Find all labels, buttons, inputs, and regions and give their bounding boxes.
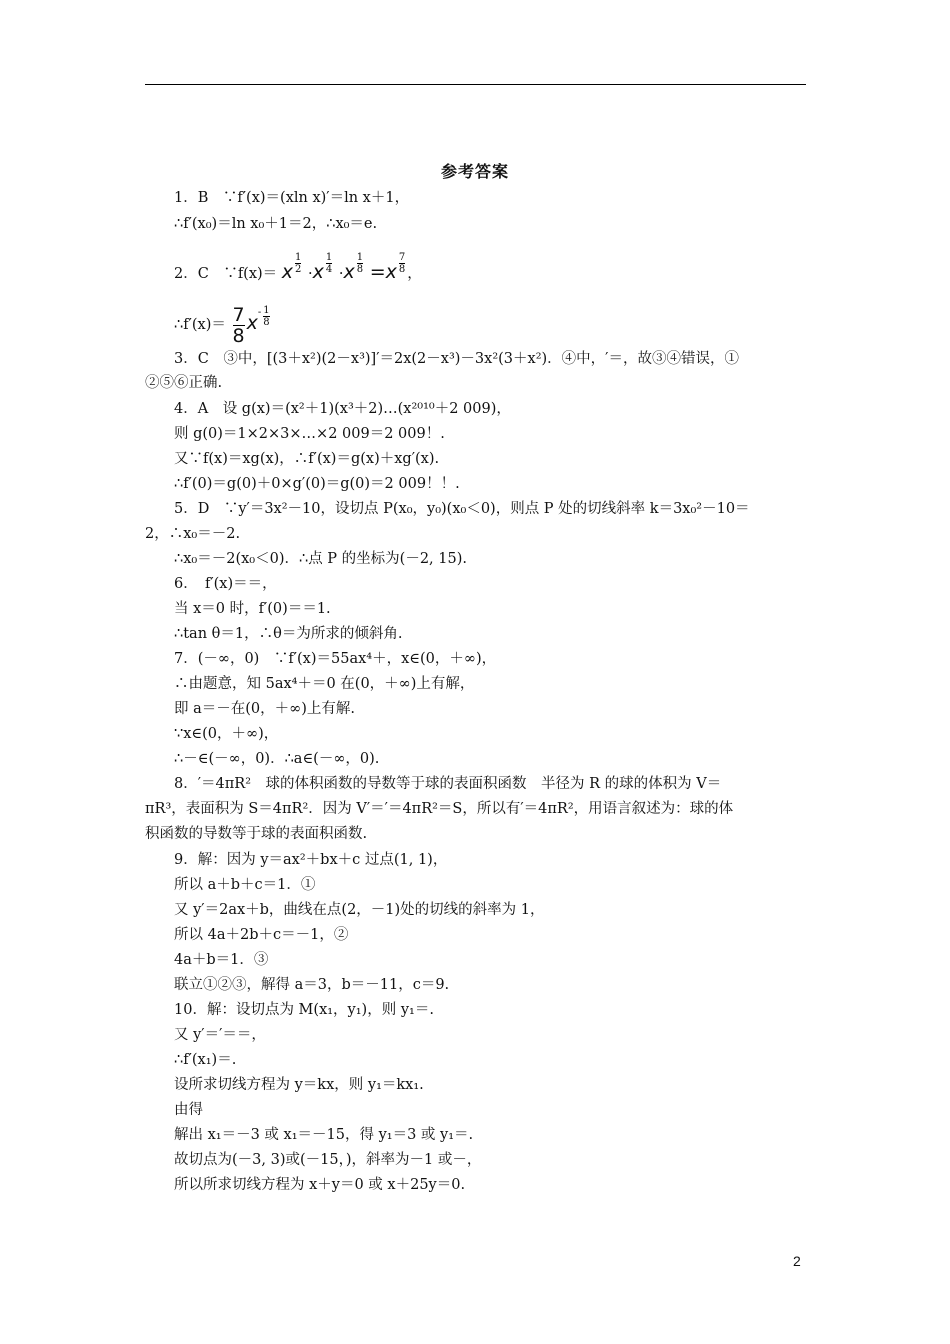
answer-line: 3．C ③中，[(3＋x²)(2－x³)]′＝2x(2－x³)－3x²(3＋x²)．④中，′＝，故③④错误，① bbox=[174, 351, 739, 367]
answer-text: ∴f′(x)＝ bbox=[174, 317, 226, 333]
answer-line: ∴tan θ＝1，∴θ＝为所求的倾斜角. bbox=[174, 626, 403, 642]
answer-text: ， bbox=[407, 266, 422, 282]
answer-line: 所以 a＋b＋c＝1．① bbox=[174, 877, 316, 893]
formula-term: x bbox=[385, 261, 397, 283]
fraction-exponent: $\frac{7}{8}$ bbox=[398, 252, 406, 275]
answer-line: ∴－∈(－∞，0)．∴a∈(－∞，0). bbox=[174, 751, 380, 767]
answer-line: ∴f′(x₁)＝. bbox=[174, 1052, 237, 1068]
answer-line: ∴x₀＝－2(x₀＜0)．∴点 P 的坐标为(－2, 15). bbox=[174, 551, 467, 567]
answer-line: 由得 bbox=[174, 1102, 203, 1118]
formula-term: x bbox=[312, 261, 324, 283]
answer-line: 所以所求切线方程为 x＋y＝0 或 x＋25y＝0. bbox=[174, 1177, 466, 1193]
formula-term: x bbox=[281, 261, 294, 283]
fraction-exponent: $\frac{1}{8}$ bbox=[263, 305, 270, 328]
header-rule bbox=[145, 84, 806, 85]
answer-line: 6． f′(x)＝＝， bbox=[174, 576, 277, 592]
answer-line-formula bbox=[174, 303, 272, 346]
dot-operator: · bbox=[338, 266, 344, 282]
answer-line: 又∵f(x)＝xg(x)，∴f′(x)＝g(x)＋xg′(x). bbox=[174, 451, 440, 467]
answer-line: 7．(－∞，0) ∵f′(x)＝55ax⁴＋，x∈(0，＋∞)， bbox=[174, 651, 497, 667]
equals-sign: = bbox=[369, 261, 386, 283]
answer-line: ∴f′(0)＝g(0)＋0×g′(0)＝g(0)＝2 009！！. bbox=[174, 476, 460, 492]
answer-line: 积函数的导数等于球的表面积函数. bbox=[145, 826, 368, 842]
answer-line: 则 g(0)＝1×2×3×…×2 009＝2 009！. bbox=[174, 426, 445, 442]
answer-line: 设所求切线方程为 y＝kx，则 y₁＝kx₁. bbox=[174, 1077, 424, 1093]
answer-line-formula bbox=[174, 252, 422, 284]
answer-line: 4．A 设 g(x)＝(x²＋1)(x³＋2)…(x²⁰¹⁰＋2 009)， bbox=[174, 401, 511, 417]
answer-text: 2．C ∵f(x)＝ bbox=[174, 266, 278, 282]
dot-operator: · bbox=[308, 266, 313, 282]
fraction-exponent: $\frac{1}{4}$ bbox=[325, 252, 333, 275]
page-number: 2 bbox=[793, 1253, 801, 1269]
answer-line: 联立①②③，解得 a＝3，b＝－11，c＝9. bbox=[174, 977, 450, 993]
answer-line: 又 y′＝2ax＋b，曲线在点(2，－1)处的切线的斜率为 1， bbox=[174, 902, 545, 918]
answer-line: ∴由题意，知 5ax⁴＋＝0 在(0，＋∞)上有解， bbox=[174, 676, 475, 692]
formula-term: x bbox=[246, 312, 258, 334]
answer-line: 5．D ∵y′＝3x²－10，设切点 P(x₀，y₀)(x₀＜0)，则点 P 处的切线斜率 k＝3x₀²－10＝ bbox=[174, 501, 750, 517]
fraction-exponent: $\frac{1}{8}$ bbox=[356, 252, 364, 275]
answer-line: ∵x∈(0，＋∞)， bbox=[174, 726, 279, 742]
answer-line: 4a＋b＝1．③ bbox=[174, 952, 269, 968]
answer-line: ②⑤⑥正确. bbox=[145, 375, 223, 391]
answer-line: ∴f′(x₀)＝ln x₀＋1＝2，∴x₀＝e. bbox=[174, 216, 378, 232]
answer-line: 解出 x₁＝－3 或 x₁＝－15，得 y₁＝3 或 y₁＝. bbox=[174, 1127, 474, 1143]
answer-line: 10．解：设切点为 M(x₁，y₁)，则 y₁＝. bbox=[174, 1002, 434, 1018]
answer-line: 8．′＝4πR² 球的体积函数的导数等于球的表面积函数 半径为 R 的球的体积为 V＝ bbox=[174, 776, 722, 792]
exponent-sign: - bbox=[257, 307, 262, 318]
formula-term: x bbox=[343, 261, 355, 283]
answer-line: 当 x＝0 时，f′(0)＝＝1. bbox=[174, 601, 331, 617]
answer-line: 又 y′＝′＝＝， bbox=[174, 1027, 266, 1043]
answer-title: 参考答案 bbox=[440, 162, 509, 181]
answer-line: 故切点为(－3, 3)或(－15，)，斜率为－1 或－， bbox=[174, 1152, 482, 1168]
answer-line: 所以 4a＋2b＋c＝－1，② bbox=[174, 927, 349, 943]
fraction-coefficient: $\frac{7}{8}$ bbox=[232, 303, 245, 347]
fraction-exponent: $\frac{1}{2}$ bbox=[295, 252, 302, 275]
answer-line: 1．B ∵f′(x)＝(xln x)′＝ln x＋1， bbox=[174, 190, 410, 206]
answer-line: 即 a＝－在(0，＋∞)上有解. bbox=[174, 701, 355, 717]
answer-line: πR³，表面积为 S＝4πR²．因为 V′＝′＝4πR²＝S，所以有′＝4πR²，用语言叙述为：球的体 bbox=[145, 801, 734, 817]
answer-line: 9．解：因为 y＝ax²＋bx＋c 过点(1, 1)， bbox=[174, 852, 448, 868]
answer-line: 2，∴x₀＝－2. bbox=[145, 526, 241, 542]
